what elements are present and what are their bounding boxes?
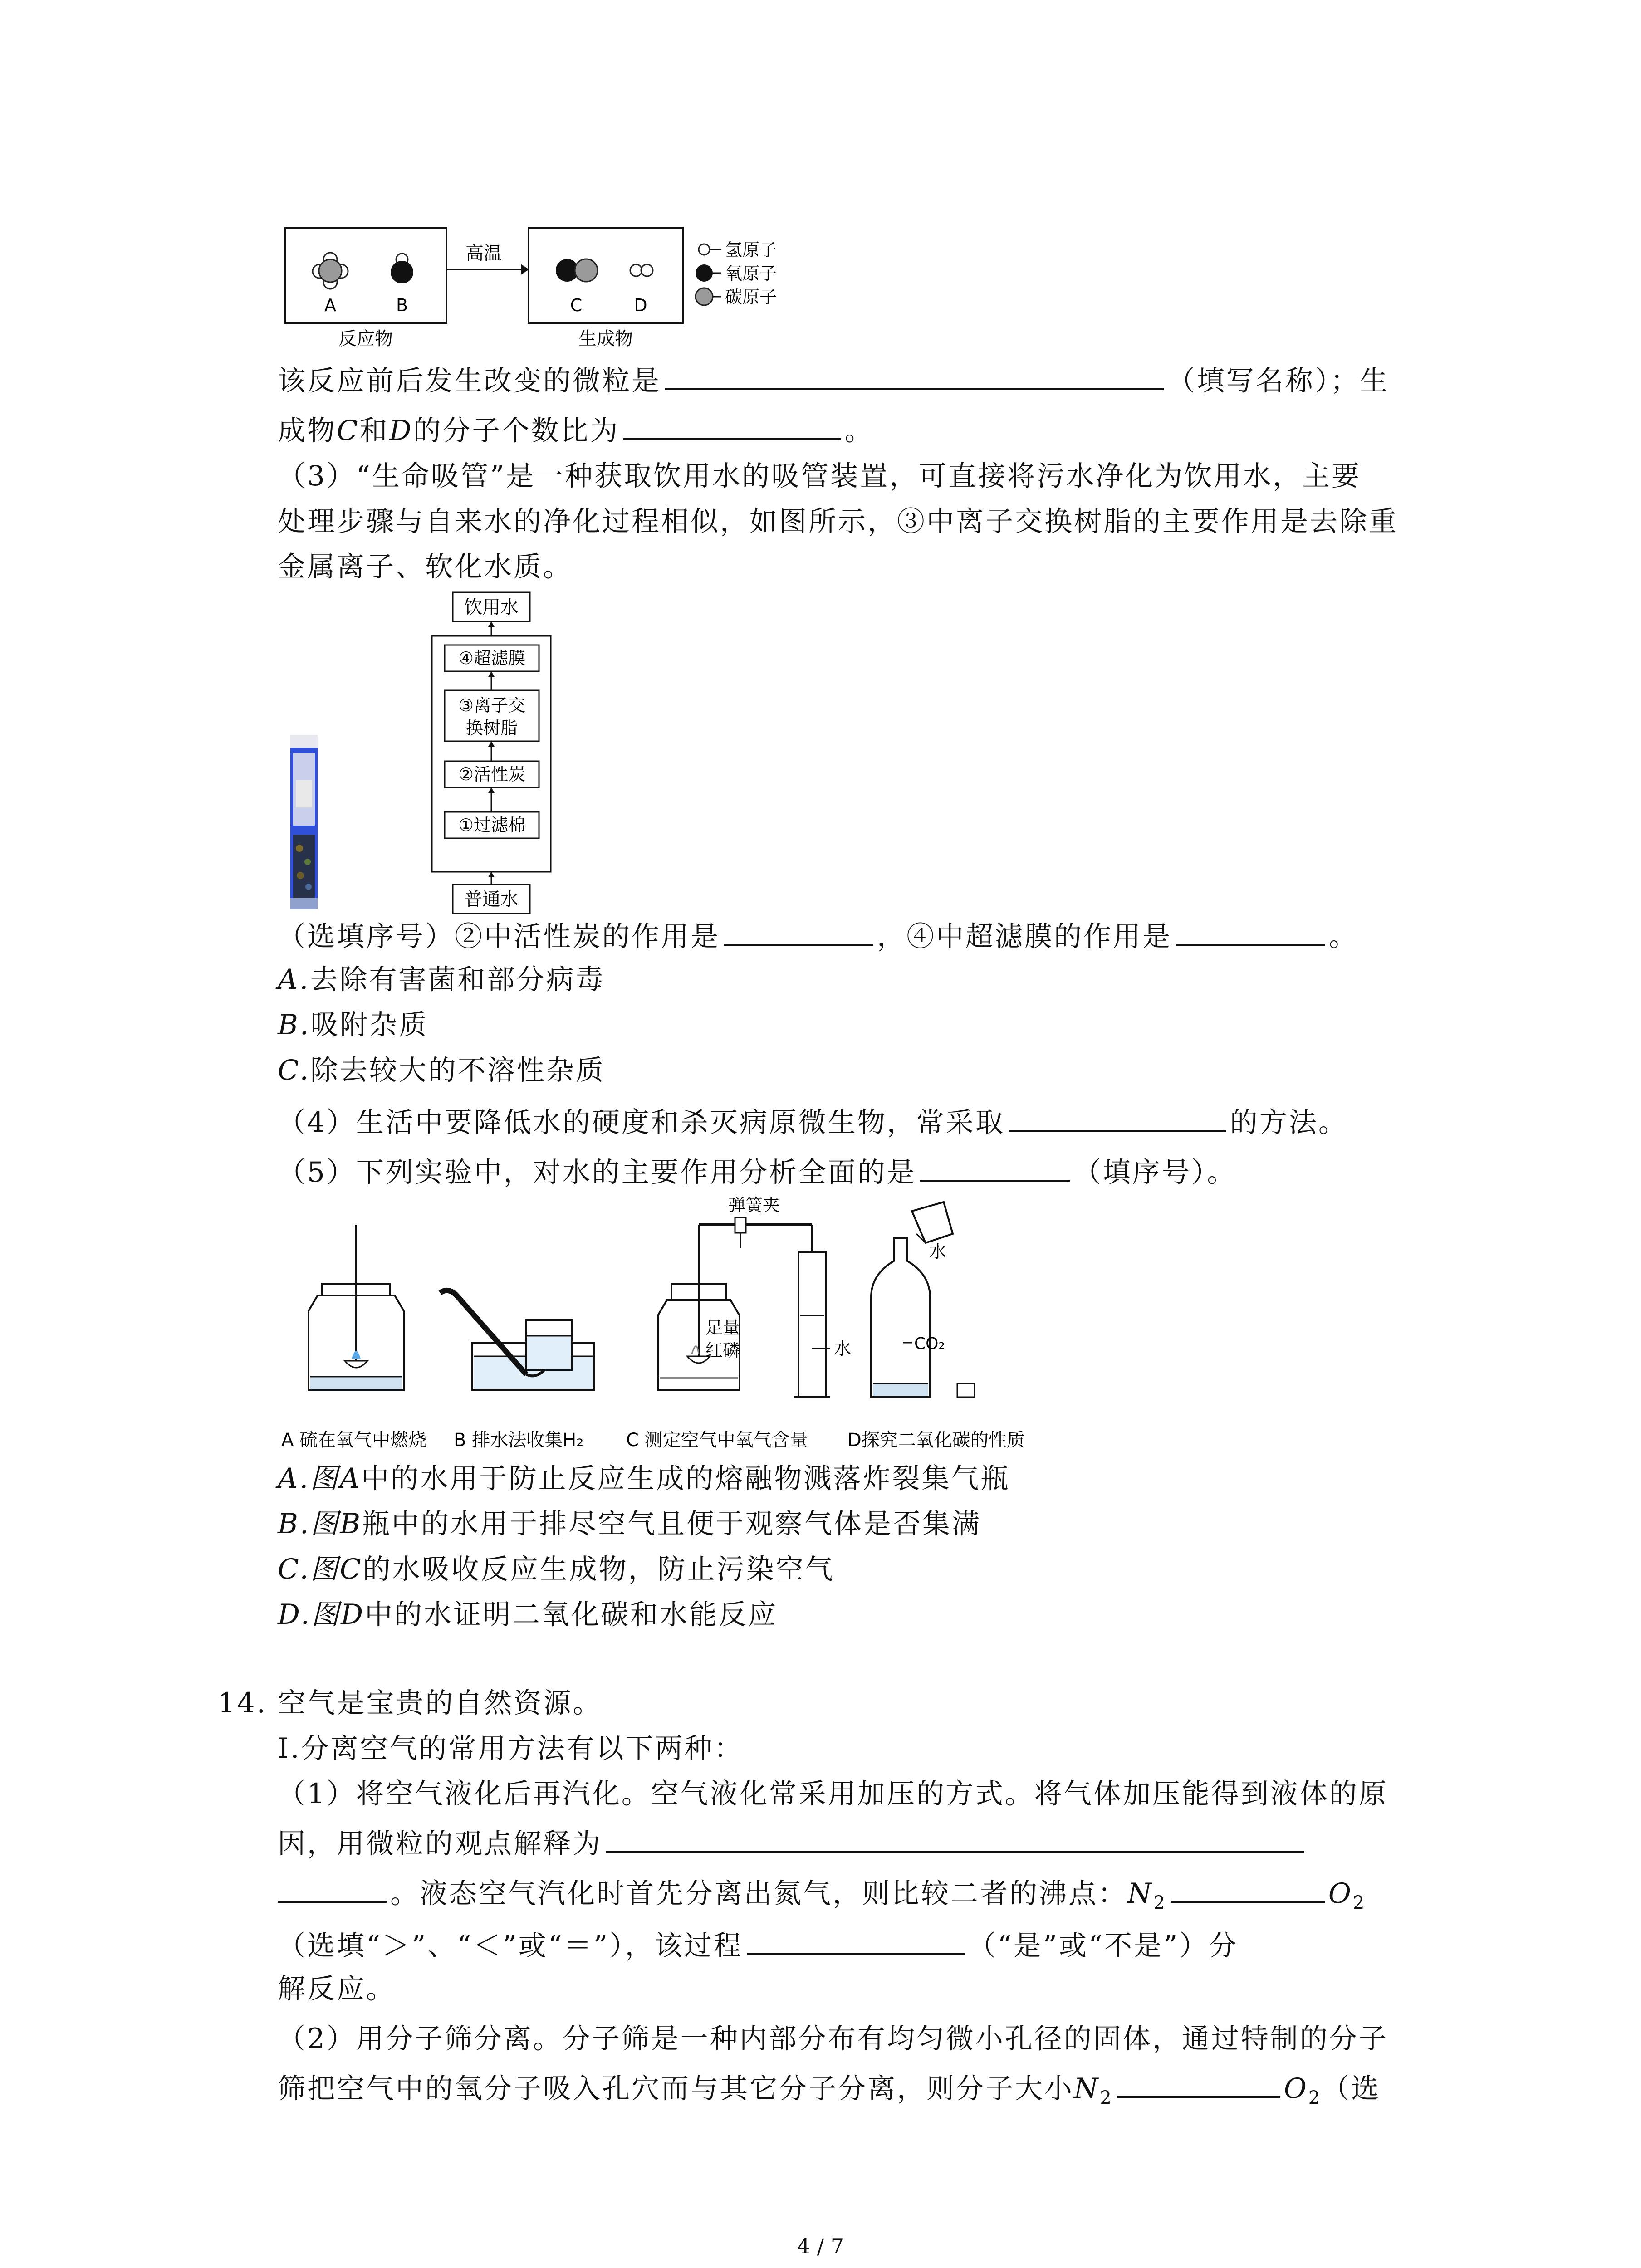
caption-d: D探究二氧化碳的性质 (847, 1430, 1025, 1451)
legend-oxygen: 氧原子 (725, 264, 777, 284)
flow-step-1-label: ①过滤棉 (458, 815, 526, 835)
label-b: B (396, 295, 408, 315)
answer-blank-particle[interactable] (665, 358, 1164, 390)
q14-number: 14. (218, 1687, 268, 1719)
molecule-a-icon (313, 253, 348, 289)
q13-answer-d: D.图D中的水证明二氧化碳和水能反应 (278, 1598, 778, 1631)
label-co2: CO₂ (914, 1334, 945, 1353)
label-red-p-2: 红磷 (705, 1340, 740, 1360)
life-straw-photo-icon (290, 735, 318, 909)
legend (696, 240, 777, 307)
q14-title: 14. 空气是宝贵的自然资源。 (218, 1687, 603, 1719)
q14-p1-line-1: （1）将空气液化后再汽化。空气液化常采用加压的方式。将气体加压能得到液体的原 (278, 1778, 1388, 1810)
q14-p2-line-2: 筛把空气中的氧分子吸入孔穴而与其它分子分离，则分子大小$N_2$ $O_2$（选 (278, 2066, 1381, 2118)
q13-answer-b: B.图B瓶中的水用于排尽空气且便于观察气体是否集满 (278, 1508, 982, 1540)
caption-b: B 排水法收集H₂ (454, 1430, 584, 1451)
q13-p3-line-3: 金属离子、软化水质。 (278, 551, 573, 583)
answer-blank-molecule-size[interactable] (1117, 2066, 1280, 2098)
label-d: D (634, 295, 647, 315)
life-straw-figure (272, 590, 590, 916)
arrow-label: 高温 (465, 243, 502, 264)
answer-blank-ratio[interactable] (623, 408, 841, 440)
q14-p1-line-4: （选填“＞”、“＜”或“＝”），该过程 （“是”或“不是”）分 (278, 1923, 1238, 1966)
q13-p3-line-2: 处理步骤与自来水的净化过程相似，如图所示，③中离子交换树脂的主要作用是去除重 (278, 505, 1399, 538)
reactant-box (285, 228, 446, 323)
q14-p1-line-2: 因，用微粒的观点解释为 (278, 1821, 1308, 1864)
label-water-c: 水 (834, 1339, 852, 1359)
q14-p2-line-1: （2）用分子筛分离。分子筛是一种内部分布有均匀微小孔径的固体，通过特制的分子 (278, 2023, 1388, 2055)
q13-answer-a: A.图A中的水用于防止反应生成的熔融物溅落炸裂集气瓶 (278, 1462, 1010, 1495)
answer-blank-particle-view-cont[interactable] (278, 1871, 387, 1903)
answer-blank-activated-carbon[interactable] (724, 914, 873, 946)
flow-top-label: 饮用水 (464, 597, 519, 618)
product-box (529, 228, 683, 323)
q13-p3-line-1: （3）“生命吸管”是一种获取饮用水的吸管装置，可直接将污水净化为饮用水，主要 (278, 460, 1362, 492)
q13-line-2: 成物C和D的分子个数比为 。 (278, 408, 874, 451)
reactant-caption: 反应物 (338, 328, 393, 349)
label-a: A (324, 295, 336, 315)
q14-p1-line-3: 。液态空气汽化时首先分离出氮气，则比较二者的沸点：$N_2$ $O_2$ (278, 1871, 1366, 1923)
q13-p4: （4）生活中要降低水的硬度和杀灭病原微生物，常采取 的方法。 (278, 1100, 1348, 1143)
q13-option-a: A.去除有害菌和部分病毒 (278, 963, 605, 996)
caption-c: C 测定空气中氧气含量 (626, 1430, 808, 1451)
reaction-diagram (272, 222, 862, 358)
experiment-b-trough-icon (440, 1290, 594, 1390)
answer-blank-decomposition[interactable] (747, 1923, 965, 1955)
arrow-up-icon (488, 671, 495, 677)
product-caption: 生成物 (578, 328, 633, 349)
carbon-legend-icon (696, 288, 713, 305)
label-water-d: 水 (929, 1242, 947, 1261)
oxygen-legend-icon (696, 264, 713, 282)
label-spring-clamp: 弹簧夹 (728, 1195, 780, 1215)
molecule-d-icon (630, 264, 653, 276)
label-red-p-1: 足量 (705, 1318, 740, 1338)
q13-option-b: B.吸附杂质 (278, 1009, 429, 1041)
answer-blank-ultrafiltration[interactable] (1176, 914, 1325, 946)
arrow-up-icon (488, 787, 495, 793)
flow-step-4-label: ④超滤膜 (458, 648, 526, 668)
flow-bottom-label: 普通水 (464, 889, 519, 910)
spring-clamp-icon (735, 1217, 746, 1233)
experiment-c-apparatus-icon (658, 1217, 830, 1397)
flow-step-2-label: ②活性炭 (458, 764, 526, 784)
arrow-up-icon (488, 872, 495, 877)
molecule-b-icon (391, 254, 413, 284)
flow-step-3-label-b: 换树脂 (465, 718, 518, 738)
q13-p3-line-4: （选填序号）②中活性炭的作用是 ，④中超滤膜的作用是 。 (278, 914, 1358, 957)
arrow-up-icon (488, 741, 495, 747)
hydrogen-legend-icon (699, 244, 710, 255)
q13-answer-c: C.图C的水吸收反应生成物，防止污染空气 (278, 1553, 835, 1585)
legend-hydrogen: 氢原子 (725, 240, 777, 260)
caption-a: A 硫在氧气中燃烧 (281, 1430, 427, 1451)
answer-blank-particle-view[interactable] (606, 1821, 1304, 1853)
molecule-c-icon (556, 259, 598, 282)
q13-line-1: 该反应前后发生改变的微粒是 （填写名称）；生 (278, 358, 1390, 401)
experiment-d-bottle-icon (871, 1202, 975, 1397)
label-c: C (570, 295, 583, 315)
q14-p1-line-5: 解反应。 (278, 1973, 396, 2005)
experiment-a-jar-icon (309, 1225, 404, 1390)
flow-step-3-label-a: ③离子交 (458, 695, 526, 715)
legend-carbon: 碳原子 (725, 287, 777, 307)
q13-p5: （5）下列实验中，对水的主要作用分析全面的是 （填序号）。 (278, 1150, 1236, 1193)
answer-blank-boiling-point[interactable] (1171, 1871, 1325, 1903)
answer-blank-method[interactable] (1009, 1100, 1226, 1132)
page-number: 4 / 7 (797, 2234, 844, 2258)
q13-option-c: C.除去较大的不溶性杂质 (278, 1054, 605, 1086)
answer-blank-experiment[interactable] (920, 1150, 1070, 1182)
q14-part-1: Ⅰ.分离空气的常用方法有以下两种： (278, 1732, 744, 1765)
experiment-figure (272, 1195, 1089, 1461)
arrow-up-icon (488, 621, 495, 627)
